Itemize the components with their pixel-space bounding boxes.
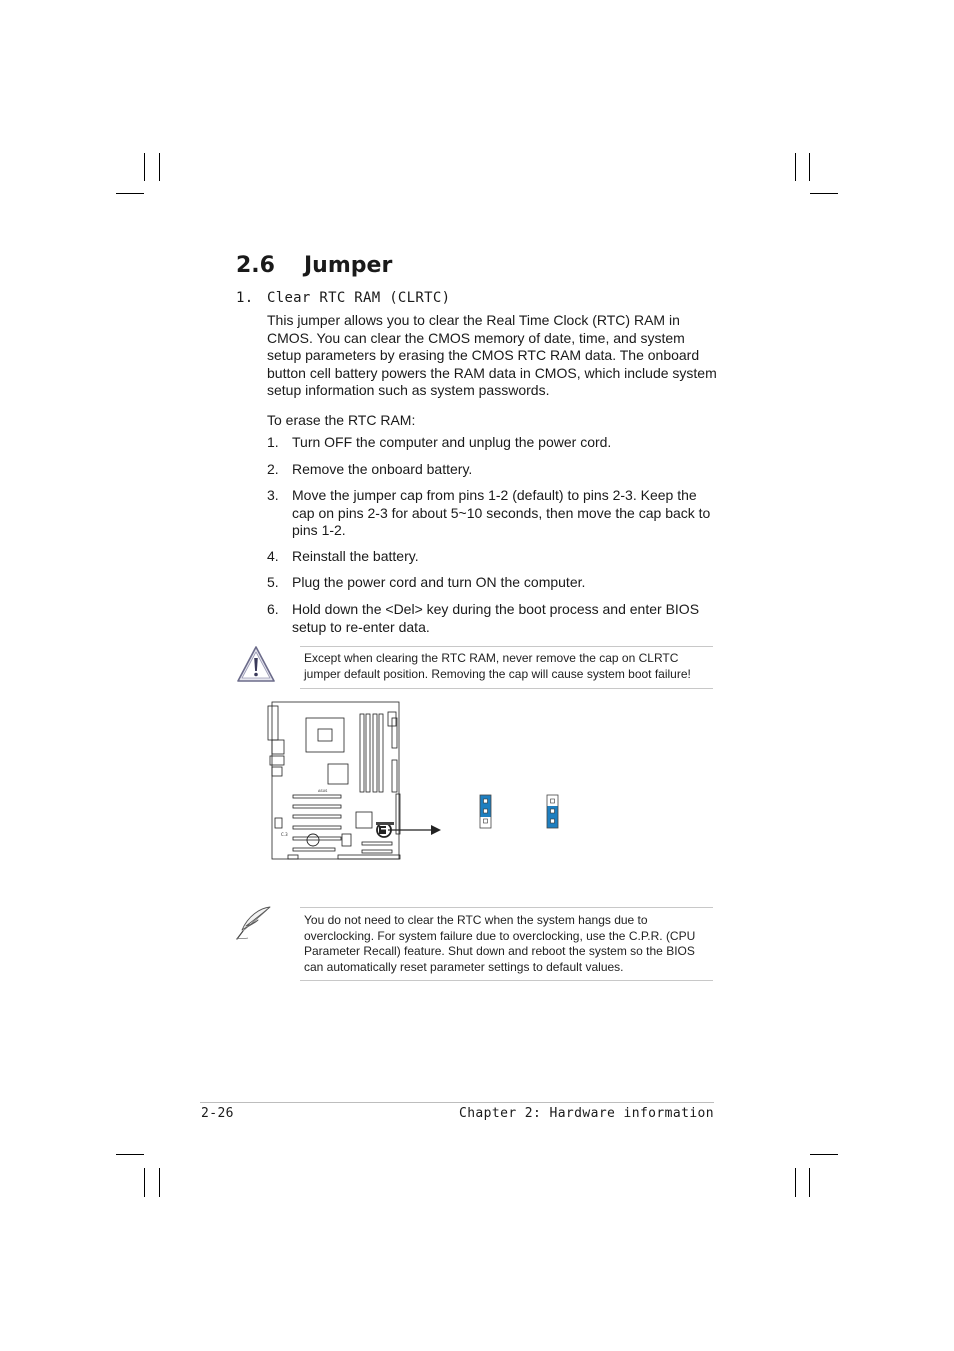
jumper-pins-clear-icon xyxy=(545,792,561,830)
subsection-heading xyxy=(236,290,450,306)
step-text: Hold down the <Del> key during the boot process and enter BIOS setup to re-enter data. xyxy=(292,601,700,635)
motherboard-layout-diagram xyxy=(266,700,446,864)
svg-text:C.3: C.3 xyxy=(281,832,288,837)
step-text: Remove the onboard battery. xyxy=(292,461,473,477)
intro-paragraph: This jumper allows you to clear the Real Time Clock (RTC) RAM in CMOS. You can clear the CMOS memory of date, time, and system setup parameters by erasing the CMOS RTC RAM data. The onboard button cell battery powers the RAM data in CMOS, which include system setup information such as system passwords. xyxy=(267,312,717,398)
step-item xyxy=(267,487,717,540)
section-number: 2.6 xyxy=(236,253,275,278)
step-number: 2. xyxy=(267,461,279,477)
chapter-title: Chapter 2: Hardware information xyxy=(458,1106,714,1121)
step-number: 5. xyxy=(267,574,279,590)
step-number: 3. xyxy=(267,487,279,503)
step-text: Reinstall the battery. xyxy=(292,548,419,564)
feather-pen-icon xyxy=(234,904,274,942)
subsection-number: 1. xyxy=(236,290,254,306)
step-item xyxy=(267,434,717,452)
note-text: You do not need to clear the RTC when the system hangs due to overclocking. For system failure due to overclocking, use the C.P.R. (CPU Parameter Recall) feature. Shut down and reboot the system so the BIOS can automatically reset parameter settings to default values. xyxy=(304,913,696,974)
warning-bottom-rule xyxy=(300,688,713,689)
section-title: Jumper xyxy=(304,253,393,278)
step-number: 4. xyxy=(267,548,279,564)
erase-heading: To erase the RTC RAM: xyxy=(267,412,416,428)
warning-top-rule xyxy=(300,646,713,647)
step-text: Turn OFF the computer and unplug the power cord. xyxy=(292,434,612,450)
step-item xyxy=(267,461,717,479)
step-text: Move the jumper cap from pins 1-2 (default) to pins 2-3. Keep the cap on pins 2-3 for about 5~10 seconds, then move the cap back to pins 1-2. xyxy=(292,487,711,538)
section-heading xyxy=(236,253,392,278)
step-text: Plug the power cord and turn ON the computer. xyxy=(292,574,586,590)
step-item xyxy=(267,548,717,566)
warning-text: Except when clearing the RTC RAM, never remove the cap on CLRTC jumper default position. Removing the cap will cause system boot failure! xyxy=(304,651,691,681)
step-number: 6. xyxy=(267,601,279,617)
warning-triangle-icon xyxy=(236,644,276,684)
footer-rule xyxy=(200,1102,714,1103)
step-item xyxy=(267,601,717,636)
jumper-pins-default-icon xyxy=(478,792,494,830)
page-number: 2-26 xyxy=(201,1106,234,1121)
svg-text:ASUS: ASUS xyxy=(318,789,328,793)
step-number: 1. xyxy=(267,434,279,450)
note-bottom-rule xyxy=(300,980,713,981)
step-item xyxy=(267,574,717,592)
note-top-rule xyxy=(300,907,713,908)
subsection-title: Clear RTC RAM (CLRTC) xyxy=(267,290,451,306)
